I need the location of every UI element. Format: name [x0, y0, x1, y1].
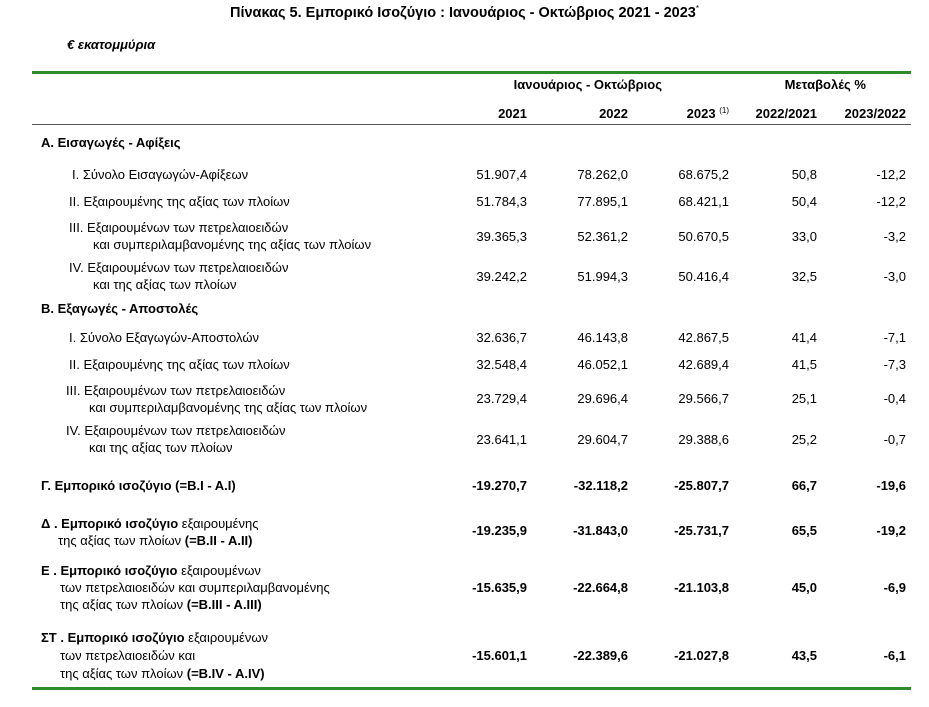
bottom-rule	[32, 687, 911, 690]
header-change-2023-2022: 2023/2022	[844, 106, 906, 121]
balance-g-2023: -25.807,7	[674, 478, 729, 493]
row-b1-label: I. Σύνολο Εξαγωγών-Αποστολών	[69, 330, 259, 345]
balance-d-2023: -25.731,7	[674, 523, 729, 538]
row-b3-label-line1: III. Εξαιρουμένων των πετρελαιοειδών	[66, 383, 286, 398]
balance-st-label-line1	[41, 629, 268, 646]
row-b2-2022: 46.052,1	[577, 357, 628, 372]
balance-st-label-line2: των πετρελαιοειδών και	[60, 648, 196, 663]
header-change-2022-2021: 2022/2021	[755, 106, 817, 121]
row-b4-change2: -0,7	[883, 432, 906, 447]
title-footnote-mark: *	[695, 4, 699, 13]
header-2023-text: 2023	[686, 106, 716, 121]
row-b2-label: II. Εξαιρουμένης της αξίας των πλοίων	[69, 357, 290, 372]
row-b3-change2: -0,4	[883, 391, 906, 406]
balance-g-change2: -19,6	[876, 478, 906, 493]
balance-d-label-line1	[41, 515, 258, 532]
balance-g-label: Γ. Εμπορικό ισοζύγιο (=B.I - A.I)	[41, 478, 236, 493]
balance-e-label-line3-formula: (=B.III - A.III)	[186, 597, 262, 612]
balance-st-label-line3-formula: (=B.IV - A.IV)	[186, 666, 265, 681]
balance-e-2022: -22.664,8	[573, 580, 628, 595]
row-a3-2023: 50.670,5	[678, 229, 729, 244]
row-b1-2021: 32.636,7	[476, 330, 527, 345]
balance-g-2021: -19.270,7	[472, 478, 527, 493]
balance-st-change1: 43,5	[791, 648, 817, 663]
row-b1-2022: 46.143,8	[577, 330, 628, 345]
row-b4-label-line1: IV. Εξαιρουμένων των πετρελαιοειδών	[66, 423, 286, 438]
row-a1-2021: 51.907,4	[476, 167, 527, 182]
balance-e-label-line3-text: της αξίας των πλοίων	[60, 597, 187, 612]
row-b2-2021: 32.548,4	[476, 357, 527, 372]
balance-e-label-line3	[60, 596, 262, 613]
balance-e-label-rest: εξαιρουμένων	[177, 563, 261, 578]
row-a3-change2: -3,2	[883, 229, 906, 244]
row-a4-label-line2: και της αξίας των πλοίων	[93, 277, 237, 292]
balance-st-change2: -6,1	[883, 648, 906, 663]
row-a4-2021: 39.242,2	[476, 269, 527, 284]
row-a4-2022: 51.994,3	[577, 269, 628, 284]
row-b4-2023: 29.388,6	[678, 432, 729, 447]
row-b2-2023: 42.689,4	[678, 357, 729, 372]
row-a4-label-line1: IV. Εξαιρουμένων των πετρελαιοειδών	[69, 260, 289, 275]
row-a4-change2: -3,0	[883, 269, 906, 284]
balance-d-change2: -19,2	[876, 523, 906, 538]
balance-d-label-line2-text: της αξίας των πλοίων	[58, 533, 185, 548]
row-b1-2023: 42.867,5	[678, 330, 729, 345]
row-b3-label-line2: και συμπεριλαμβανομένης της αξίας των πλοίων	[89, 400, 368, 415]
balance-st-2021: -15.601,1	[472, 648, 527, 663]
row-b4-label-line2: και της αξίας των πλοίων	[89, 440, 233, 455]
balance-d-label-line2-formula: (=B.II - A.II)	[184, 533, 253, 548]
row-b1-change2: -7,1	[883, 330, 906, 345]
balance-e-2023: -21.103,8	[674, 580, 729, 595]
balance-st-label-bold: ΣΤ . Εμπορικό ισοζύγιο	[41, 630, 185, 645]
table-title	[0, 0, 929, 22]
balance-g-2022: -32.118,2	[573, 478, 628, 493]
row-b4-change1: 25,2	[791, 432, 817, 447]
row-a1-change2: -12,2	[876, 167, 906, 182]
balance-st-label-line3-text: της αξίας των πλοίων	[60, 666, 187, 681]
row-a2-change2: -12,2	[876, 194, 906, 209]
row-b2-change2: -7,3	[883, 357, 906, 372]
balance-st-label-line3	[60, 665, 265, 682]
balance-g-change1: 66,7	[791, 478, 817, 493]
row-a2-2023: 68.421,1	[678, 194, 729, 209]
balance-e-label-line2: των πετρελαιοειδών και συμπεριλαμβανομένης	[60, 580, 330, 595]
balance-st-label-rest: εξαιρουμένων	[184, 630, 268, 645]
row-b3-change1: 25,1	[791, 391, 817, 406]
row-b1-change1: 41,4	[791, 330, 817, 345]
row-a1-2023: 68.675,2	[678, 167, 729, 182]
row-a3-label-line2: και συμπεριλαμβανομένης της αξίας των πλοίων	[93, 237, 372, 252]
balance-d-2021: -19.235,9	[472, 523, 527, 538]
table-title-text: Πίνακας 5. Εμπορικό Ισοζύγιο : Ιανουάριος - Οκτώβριος 2021 - 2023	[229, 5, 696, 21]
balance-e-label-line1	[41, 562, 261, 579]
section-b-title: Β. Εξαγωγές - Αποστολές	[41, 301, 199, 316]
row-a4-change1: 32,5	[791, 269, 817, 284]
row-a2-change1: 50,4	[791, 194, 817, 209]
row-b3-2023: 29.566,7	[678, 391, 729, 406]
section-a-title: Α. Εισαγωγές - Αφίξεις	[41, 135, 181, 150]
header-2022: 2022	[599, 106, 628, 121]
balance-d-label-rest: εξαιρουμένης	[178, 516, 259, 531]
balance-d-label-line2	[58, 532, 253, 549]
row-a1-label: I. Σύνολο Εισαγωγών-Αφίξεων	[72, 167, 249, 182]
header-rule	[32, 124, 911, 125]
balance-d-change1: 65,5	[791, 523, 817, 538]
balance-d-2022: -31.843,0	[573, 523, 628, 538]
header-change-group: Μεταβολές %	[784, 77, 866, 92]
row-a3-2022: 52.361,2	[577, 229, 628, 244]
header-2021: 2021	[498, 106, 527, 121]
unit-label: € εκατομμύρια	[67, 37, 156, 52]
row-b4-2021: 23.641,1	[476, 432, 527, 447]
row-a1-change1: 50,8	[791, 167, 817, 182]
row-a2-2022: 77.895,1	[577, 194, 628, 209]
row-a3-2021: 39.365,3	[476, 229, 527, 244]
balance-st-2023: -21.027,8	[674, 648, 729, 663]
header-period-group: Ιανουάριος - Οκτώβριος	[513, 77, 662, 92]
balance-d-label-bold: Δ . Εμπορικό ισοζύγιο	[41, 516, 179, 531]
top-rule	[32, 71, 911, 74]
row-b3-2021: 23.729,4	[476, 391, 527, 406]
row-a2-label: II. Εξαιρουμένης της αξίας των πλοίων	[69, 194, 290, 209]
header-2023	[687, 106, 729, 121]
row-a3-label-line1: III. Εξαιρουμένων των πετρελαιοειδών	[69, 220, 289, 235]
row-a1-2022: 78.262,0	[577, 167, 628, 182]
balance-st-2022: -22.389,6	[573, 648, 628, 663]
balance-e-change2: -6,9	[883, 580, 906, 595]
balance-e-2021: -15.635,9	[472, 580, 527, 595]
balance-e-label-bold: Ε . Εμπορικό ισοζύγιο	[41, 563, 178, 578]
row-b2-change1: 41,5	[791, 357, 817, 372]
row-b3-2022: 29.696,4	[577, 391, 628, 406]
row-b4-2022: 29.604,7	[577, 432, 628, 447]
balance-e-change1: 45,0	[791, 580, 817, 595]
row-a2-2021: 51.784,3	[476, 194, 527, 209]
row-a3-change1: 33,0	[791, 229, 817, 244]
header-2023-note: (1)	[719, 106, 729, 115]
row-a4-2023: 50.416,4	[678, 269, 729, 284]
